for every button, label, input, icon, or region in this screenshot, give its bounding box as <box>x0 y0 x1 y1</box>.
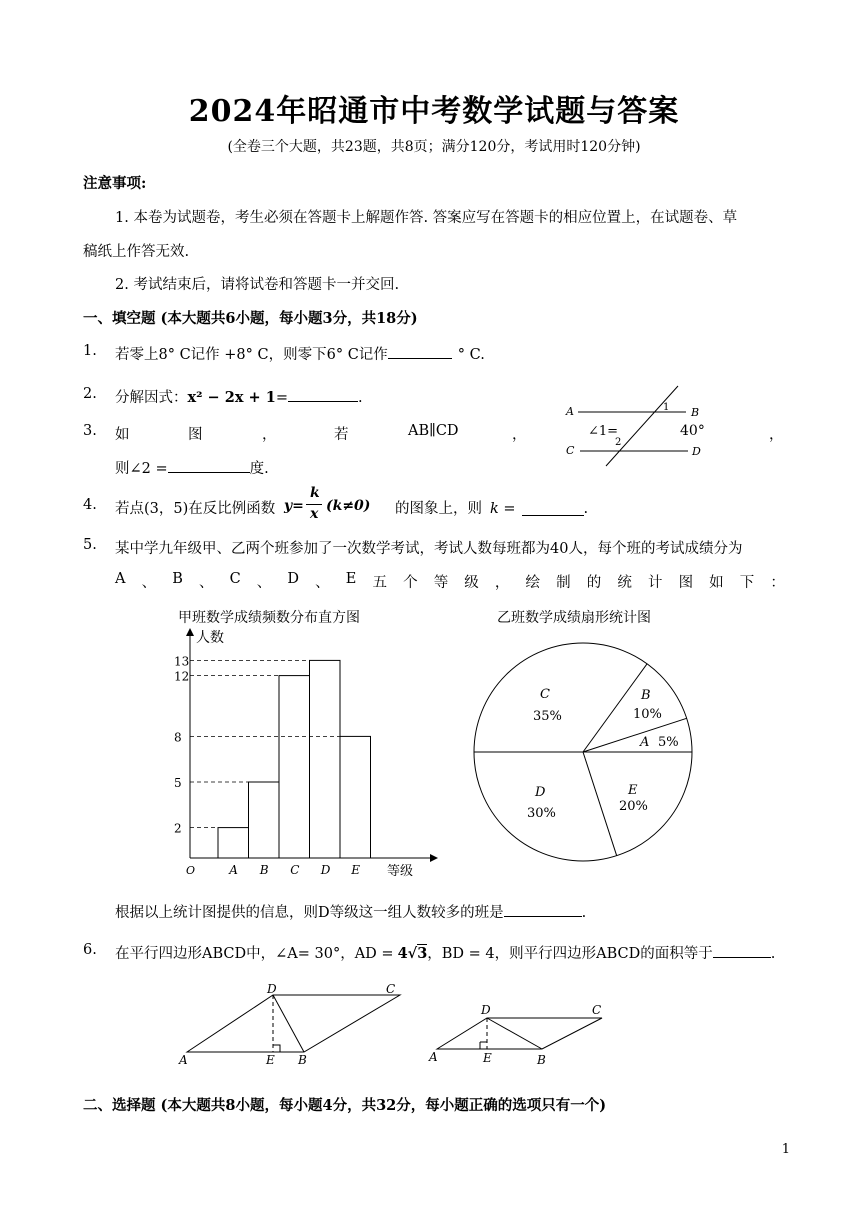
q4-text-b: 的图象上，则 k = . <box>395 501 589 517</box>
notice-item-1-cont: 稿纸上作答无效. <box>83 244 190 260</box>
q3-word: ， <box>512 427 527 443</box>
notice-item-2: 2. 考试结束后，请将试卷和答题卡一并交回. <box>115 277 400 293</box>
x-axis-arrow <box>430 854 438 862</box>
x-tick-label: E <box>351 863 361 877</box>
histogram-ylabel: 人数 <box>196 630 224 646</box>
q3-parallel-lines-figure <box>560 380 710 470</box>
pie-slice-label: C <box>540 687 550 702</box>
q4-answer-blank <box>522 501 584 516</box>
q5-line2-char: 、 <box>141 575 157 591</box>
point-label: B <box>537 1053 546 1067</box>
histogram-bar <box>279 676 310 858</box>
pie-slice-percent: 35% <box>533 709 562 724</box>
q2-number: 2. <box>83 386 97 402</box>
q5-line2-char: 统 <box>617 575 632 591</box>
pie-slice-label: B <box>641 688 651 703</box>
q6-text: 在平行四边形ABCD中，∠A= 30°，AD = 4√3，BD = 4，则平行四边形ABCD的面积等于 . <box>115 945 776 962</box>
exam-info: (全卷三个大题，共23题，共8页；满分120分，考试用时120分钟) <box>227 139 641 155</box>
x-tick-label: D <box>320 863 331 877</box>
point-label: A <box>429 1050 438 1064</box>
y-tick-label: 8 <box>174 730 182 745</box>
q6-figure-2 <box>425 998 615 1068</box>
point-label: D <box>481 1003 491 1017</box>
histogram-xlabel: 等级 <box>387 864 414 879</box>
q6-figure-1 <box>175 980 415 1070</box>
q3-line2: 则∠2 = 度. <box>115 457 269 478</box>
y-tick-label: 5 <box>174 776 182 790</box>
q5-line2-char: D <box>287 571 300 587</box>
q4-number: 4. <box>83 497 97 513</box>
section1-heading: 一、填空题 (本大题共6小题，每小题3分，共18分) <box>83 310 418 327</box>
q5-line2-char: 如 <box>709 575 724 591</box>
pie-slice-percent: 30% <box>527 806 556 821</box>
q3-word: 图 <box>188 427 203 443</box>
q5-line2-char: ， <box>494 575 510 591</box>
notice-item-1: 1. 本卷为试题卷，考生必须在答题卡上解题作答. 答案应写在答题卡的相应位置上，在试题卷、草 <box>115 210 738 226</box>
q2-text: 分解因式：x² − 2x + 1= . <box>115 389 363 406</box>
q5-number: 5. <box>83 537 97 553</box>
q5-line2-char: 计 <box>647 575 663 591</box>
point-label: C <box>592 1003 602 1017</box>
q5-line2-char: 制 <box>556 575 571 591</box>
point-label: A <box>566 405 574 418</box>
page-number: 1 <box>781 1142 790 1157</box>
angle-label: 2 <box>615 437 622 448</box>
class-a-histogram <box>160 600 450 885</box>
q5-line2-char: 绘 <box>525 575 541 591</box>
q6-number: 6. <box>83 942 97 958</box>
q3-word: 如 <box>115 427 130 443</box>
angle-label: 1 <box>663 402 670 413</box>
q3-word: 若 <box>334 427 349 443</box>
histogram-bar <box>218 828 249 858</box>
point-label: C <box>566 444 575 457</box>
pie-title: 乙班数学成绩扇形统计图 <box>497 610 651 626</box>
q5-answer-blank <box>504 902 582 917</box>
q5-line2-char: 五 <box>372 575 387 591</box>
class-b-pie-chart <box>470 600 700 865</box>
pie-slice-edge <box>583 752 617 856</box>
y-tick-label: 13 <box>174 654 190 669</box>
notice-heading: 注意事项: <box>83 175 147 192</box>
q5-line2-char: 、 <box>315 575 330 591</box>
q1-number: 1. <box>83 343 97 359</box>
pie-slice-percent: 10% <box>633 707 662 722</box>
point-label: B <box>691 406 700 419</box>
q4-text: 若点(3，5)在反比例函数 <box>115 501 276 517</box>
q5-line2-char: ： <box>770 575 785 591</box>
histogram-bar <box>249 782 280 858</box>
sqrt-expression: 4√3 <box>397 945 428 962</box>
q2-expression: x² − 2x + 1 <box>187 389 276 406</box>
point-label: B <box>298 1053 307 1067</box>
y-tick-label: 12 <box>174 669 190 684</box>
q3-number: 3. <box>83 423 97 439</box>
angle-value: 40° <box>680 423 705 439</box>
q1-answer-blank <box>388 344 452 359</box>
histogram-bar <box>310 660 341 858</box>
pie-plot <box>474 643 692 861</box>
q5-line2-char: 级 <box>464 575 479 591</box>
q3-answer-blank <box>168 458 250 473</box>
pie-slice-label: E <box>628 783 638 798</box>
section2-heading: 二、选择题 (本大题共8小题，每小题4分，共32分，每小题正确的选项只有一个) <box>83 1097 607 1114</box>
pie-slice-percent: 5% <box>658 735 679 750</box>
q3-word: AB∥CD <box>408 423 459 439</box>
histogram-origin: O <box>186 864 196 877</box>
point-label: A <box>179 1053 188 1067</box>
q5-text: 某中学九年级甲、乙两个班参加了一次数学考试，考试人数每班都为40人，每个班的考试成绩分为 <box>115 541 743 557</box>
q5-text-line2 <box>115 571 785 592</box>
histogram-bar <box>340 736 371 858</box>
page-title: 2024年昭通市中考数学试题与答案 <box>188 94 680 129</box>
point-label: C <box>386 982 396 996</box>
point-label: D <box>692 445 701 458</box>
x-tick-label: C <box>290 863 300 877</box>
point-label: E <box>266 1053 275 1067</box>
histogram-plot <box>174 628 438 877</box>
q5-line2-char: 的 <box>586 575 602 591</box>
q5-line2-char: 下 <box>739 575 755 591</box>
x-tick-label: A <box>229 863 238 877</box>
q5-line2-char: 个 <box>403 575 418 591</box>
q5-line2-char: B <box>172 571 183 587</box>
pie-slice-percent: 20% <box>619 799 648 814</box>
q3-word: ， <box>769 427 784 443</box>
q5-line2-char: 图 <box>678 575 694 591</box>
y-axis-arrow <box>186 628 194 636</box>
q3-word: ， <box>262 427 277 443</box>
q2-answer-blank <box>288 387 358 402</box>
q6-answer-blank <box>713 943 771 958</box>
q5-line2-char: 、 <box>256 575 272 591</box>
x-tick-label: B <box>259 863 269 877</box>
y-tick-label: 2 <box>174 821 182 836</box>
q5-question: 根据以上统计图提供的信息，则D等级这一组人数较多的班是 . <box>115 901 586 922</box>
angle-condition: ∠1= <box>588 424 619 439</box>
q5-line2-char: C <box>229 571 241 587</box>
point-label: E <box>483 1051 492 1065</box>
q5-line2-char: A <box>115 571 126 587</box>
q5-line2-char: E <box>345 571 357 587</box>
q5-line2-char: 等 <box>433 575 449 591</box>
point-label: D <box>267 982 277 996</box>
pie-slice-label: A <box>640 735 650 750</box>
q1-text: 若零上8° C记作 +8° C，则零下6° C记作 ° C. <box>115 343 485 364</box>
histogram-title: 甲班数学成绩频数分布直方图 <box>178 610 360 626</box>
pie-slice-label: D <box>535 785 546 800</box>
q5-line2-char: 、 <box>198 575 214 591</box>
